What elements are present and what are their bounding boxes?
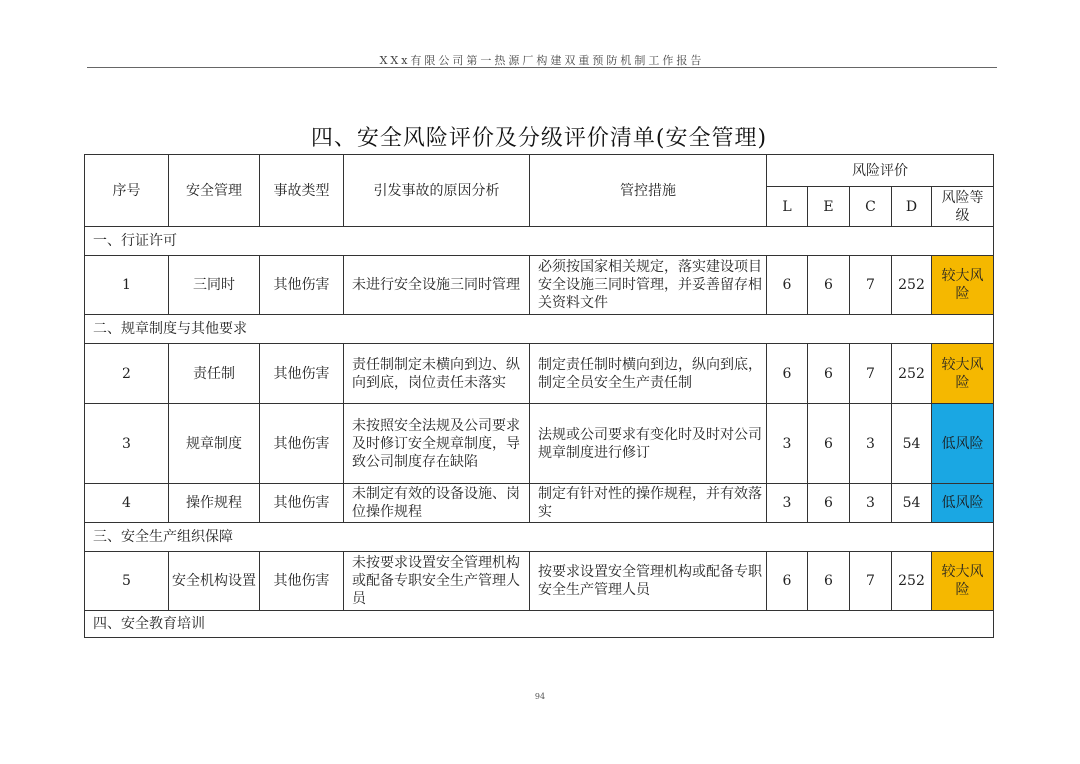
cell-control: 法规或公司要求有变化时及时对公司规章制度进行修订 (530, 404, 767, 484)
cell-c: 3 (850, 484, 892, 523)
header-c: C (850, 187, 892, 227)
cell-risk-level: 较大风险 (932, 552, 994, 611)
cell-no: 5 (85, 552, 169, 611)
cell-cause: 未按照安全法规及公司要求及时修订安全规章制度，导致公司制度存在缺陷 (344, 404, 530, 484)
cell-cause: 未进行安全设施三同时管理 (344, 256, 530, 315)
cell-cause: 未制定有效的设备设施、岗位操作规程 (344, 484, 530, 523)
cell-cause: 责任制制定未横向到边、纵向到底，岗位责任未落实 (344, 344, 530, 404)
section-row (85, 523, 994, 552)
cell-control: 必须按国家相关规定，落实建设项目安全设施三同时管理，并妥善留存相关资料文件 (530, 256, 767, 315)
cell-l: 6 (767, 552, 808, 611)
header-type: 事故类型 (260, 155, 344, 227)
cell-risk-level: 较大风险 (932, 344, 994, 404)
header-level: 风险等级 (932, 187, 994, 227)
section-row (85, 227, 994, 256)
cell-l: 6 (767, 256, 808, 315)
table-row (85, 484, 994, 523)
page-number: 94 (534, 692, 546, 701)
cell-c: 3 (850, 404, 892, 484)
header-no: 序号 (85, 155, 169, 227)
cell-cause: 未按要求设置安全管理机构或配备专职安全生产管理人员 (344, 552, 530, 611)
cell-item: 三同时 (169, 256, 260, 315)
header-l: L (767, 187, 808, 227)
header-control: 管控措施 (530, 155, 767, 227)
table-row (85, 256, 994, 315)
cell-risk-level: 低风险 (932, 484, 994, 523)
cell-type: 其他伤害 (260, 484, 344, 523)
cell-risk-level: 低风险 (932, 404, 994, 484)
cell-item: 操作规程 (169, 484, 260, 523)
cell-risk-level: 较大风险 (932, 256, 994, 315)
cell-e: 6 (808, 404, 850, 484)
header-risk-group: 风险评价 (767, 155, 994, 187)
cell-item: 规章制度 (169, 404, 260, 484)
section-title: 二、规章制度与其他要求 (85, 315, 994, 344)
cell-e: 6 (808, 552, 850, 611)
cell-c: 7 (850, 344, 892, 404)
cell-item: 责任制 (169, 344, 260, 404)
section-title: 四、安全教育培训 (85, 611, 994, 638)
cell-e: 6 (808, 484, 850, 523)
cell-type: 其他伤害 (260, 256, 344, 315)
header-cause: 引发事故的原因分析 (344, 155, 530, 227)
cell-d: 252 (892, 256, 932, 315)
cell-l: 6 (767, 344, 808, 404)
risk-table (84, 154, 994, 638)
cell-d: 252 (892, 344, 932, 404)
cell-e: 6 (808, 344, 850, 404)
cell-d: 54 (892, 484, 932, 523)
header-d: D (892, 187, 932, 227)
table-header-row (85, 155, 994, 187)
cell-control: 制定责任制时横向到边，纵向到底，制定全员安全生产责任制 (530, 344, 767, 404)
header-rule (87, 67, 997, 68)
section-title: 三、安全生产组织保障 (85, 523, 994, 552)
cell-d: 54 (892, 404, 932, 484)
table-row (85, 344, 994, 404)
cell-c: 7 (850, 256, 892, 315)
document-title: 四、安全风险评价及分级评价清单(安全管理) (310, 126, 768, 151)
cell-type: 其他伤害 (260, 404, 344, 484)
table-row (85, 404, 994, 484)
section-title: 一、行证许可 (85, 227, 994, 256)
cell-e: 6 (808, 256, 850, 315)
header-item: 安全管理 (169, 155, 260, 227)
cell-l: 3 (767, 484, 808, 523)
cell-no: 2 (85, 344, 169, 404)
cell-no: 3 (85, 404, 169, 484)
cell-d: 252 (892, 552, 932, 611)
cell-no: 1 (85, 256, 169, 315)
table-row (85, 552, 994, 611)
cell-c: 7 (850, 552, 892, 611)
cell-no: 4 (85, 484, 169, 523)
cell-item: 安全机构设置 (169, 552, 260, 611)
cell-control: 按要求设置安全管理机构或配备专职安全生产管理人员 (530, 552, 767, 611)
cell-l: 3 (767, 404, 808, 484)
cell-type: 其他伤害 (260, 552, 344, 611)
section-row (85, 611, 994, 638)
cell-type: 其他伤害 (260, 344, 344, 404)
cell-control: 制定有针对性的操作规程，并有效落实 (530, 484, 767, 523)
header-e: E (808, 187, 850, 227)
section-row (85, 315, 994, 344)
page-header: XXx有限公司第一热源厂构建双重预防机制工作报告 (379, 54, 705, 67)
